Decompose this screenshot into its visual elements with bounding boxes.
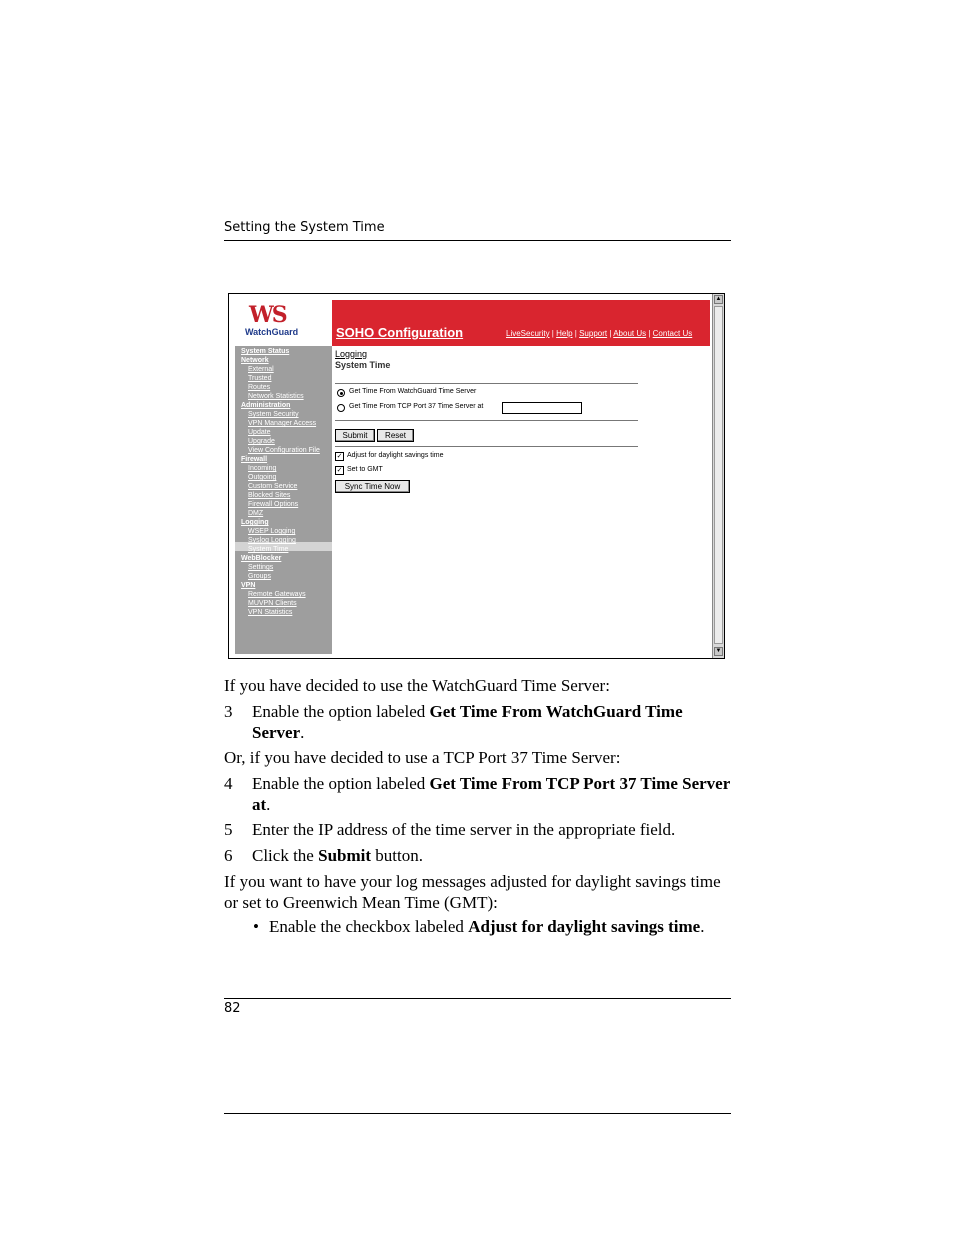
step-6-bold: Submit [318,846,372,865]
sidebar-item-remote-gateways[interactable]: Remote Gateways [248,591,306,598]
scrollbar[interactable] [712,294,724,658]
page-number: 82 [224,1001,241,1016]
sidebar-item-custom-service[interactable]: Custom Service [248,483,298,490]
sidebar-item-system-security[interactable]: System Security [248,411,299,418]
sidebar-item-syslog-logging[interactable]: Syslog Logging [248,537,296,544]
sidebar-item-view-configuration-file[interactable]: View Configuration File [248,447,320,454]
time-server-ip-input[interactable] [502,402,582,414]
sidebar-item-webblocker[interactable]: WebBlocker [241,555,282,562]
sidebar-item-firewall[interactable]: Firewall [241,456,268,463]
sidebar-item-incoming[interactable]: Incoming [248,465,277,472]
bullet-marker: • [253,917,259,936]
submit-button[interactable]: Submit [335,429,375,442]
intro-paragraph-1: If you have decided to use the WatchGuard Time Server: [224,676,610,695]
bottom-rule [224,1113,731,1114]
sidebar-item-vpn[interactable]: VPN [241,582,256,589]
logo-text: WatchGuard [245,327,299,337]
sidebar-item-outgoing[interactable]: Outgoing [248,474,277,481]
sidebar-item-update[interactable]: Update [248,429,271,436]
sidebar-item-logging[interactable]: Logging [241,519,269,526]
radio-tcp-server[interactable] [337,404,345,412]
footer-rule [224,998,731,999]
scroll-up-icon[interactable]: ▲ [715,296,722,302]
step-3-number: 3 [224,702,233,721]
section-title: System Time [335,360,391,370]
gmt-label: Set to GMT [347,466,383,473]
divider [335,383,638,384]
reset-button[interactable]: Reset [377,429,414,442]
sidebar-item-groups[interactable]: Groups [248,573,271,580]
sidebar-item-dmz[interactable]: DMZ [248,510,264,517]
step-6-pre: Click the [252,846,319,865]
intro-paragraph-3: If you want to have your log messages adjusted for daylight savings time or set to Greenwich Mean Time (GMT): [224,872,721,912]
sidebar-item-system-time[interactable]: System Time [248,546,289,553]
divider [335,446,638,447]
step-4-text [252,773,734,815]
app-title: SOHO Configuration [336,325,464,340]
ws-logo-mark: WS [249,302,286,328]
sidebar-item-network-statistics[interactable]: Network Statistics [248,393,304,400]
header-bar [332,300,710,346]
step-6-text [252,845,734,866]
link-about[interactable]: About Us [613,329,647,338]
bullet-1-pre: Enable the checkbox labeled [269,917,469,936]
configuration-screenshot [228,293,725,659]
link-help[interactable]: Help [556,329,573,338]
sidebar-item-settings[interactable]: Settings [248,564,274,571]
bullet-1-bold: Adjust for daylight savings time [468,917,701,936]
step-6-post: button. [371,846,423,865]
step-4-number: 4 [224,774,233,793]
gmt-checkbox[interactable]: ✓ [336,467,343,474]
sidebar-item-upgrade[interactable]: Upgrade [248,438,275,445]
watchguard-logo [235,300,332,346]
step-3-pre: Enable the option labeled [252,702,430,721]
step-4-pre: Enable the option labeled [252,774,430,793]
step-3-text [252,701,734,743]
radio-watchguard-server[interactable] [337,389,345,397]
radio-tcp-label: Get Time From TCP Port 37 Time Server at [349,403,484,410]
step-6-number: 6 [224,846,233,865]
running-header: Setting the System Time [224,220,385,235]
sidebar-item-vpn-manager-access[interactable]: VPN Manager Access [248,420,317,427]
sidebar-item-routes[interactable]: Routes [248,384,271,391]
sidebar-item-system-status[interactable]: System Status [241,348,290,355]
daylight-savings-label: Adjust for daylight savings time [347,452,444,459]
divider [335,420,638,421]
intro-paragraph-2: Or, if you have decided to use a TCP Port 37 Time Server: [224,748,621,767]
sidebar-item-external[interactable]: External [248,366,274,373]
step-5-text: Enter the IP address of the time server in the appropriate field. [252,820,676,839]
daylight-savings-checkbox[interactable]: ✓ [336,453,343,460]
sidebar-item-wsep-logging[interactable]: WSEP Logging [248,528,296,535]
sidebar-item-vpn-statistics[interactable]: VPN Statistics [248,609,293,616]
sync-time-now-button[interactable]: Sync Time Now [335,480,410,493]
breadcrumb-logging[interactable]: Logging [335,349,368,359]
bullet-1-post: . [700,917,705,936]
sidebar-item-trusted[interactable]: Trusted [248,375,272,382]
top-links: LiveSecurity | Help | Support | About Us | Contact Us [506,329,693,338]
sidebar-item-muvpn-clients[interactable]: MUVPN Clients [248,600,297,607]
radio-watchguard-label: Get Time From WatchGuard Time Server [349,388,477,395]
step-4-bold: Get Time From TCP Port 37 Time Server at [252,774,730,814]
bullet-1-text [269,916,734,937]
link-support[interactable]: Support [579,329,608,338]
sidebar-item-firewall-options[interactable]: Firewall Options [248,501,299,508]
link-contact[interactable]: Contact Us [652,329,693,338]
step-5-number: 5 [224,820,233,839]
sidebar-nav [235,346,332,654]
header-rule [224,240,731,241]
step-4-post: . [266,795,271,814]
link-livesecurity[interactable]: LiveSecurity [506,329,550,338]
scroll-thumb[interactable] [714,306,723,644]
scroll-down-icon[interactable]: ▼ [715,648,722,654]
sidebar-item-administration[interactable]: Administration [241,402,291,409]
step-3-post: . [300,723,305,742]
step-3-bold: Get Time From WatchGuard Time Server [252,702,683,742]
sidebar-item-blocked-sites[interactable]: Blocked Sites [248,492,291,499]
sidebar-item-network[interactable]: Network [241,357,269,364]
